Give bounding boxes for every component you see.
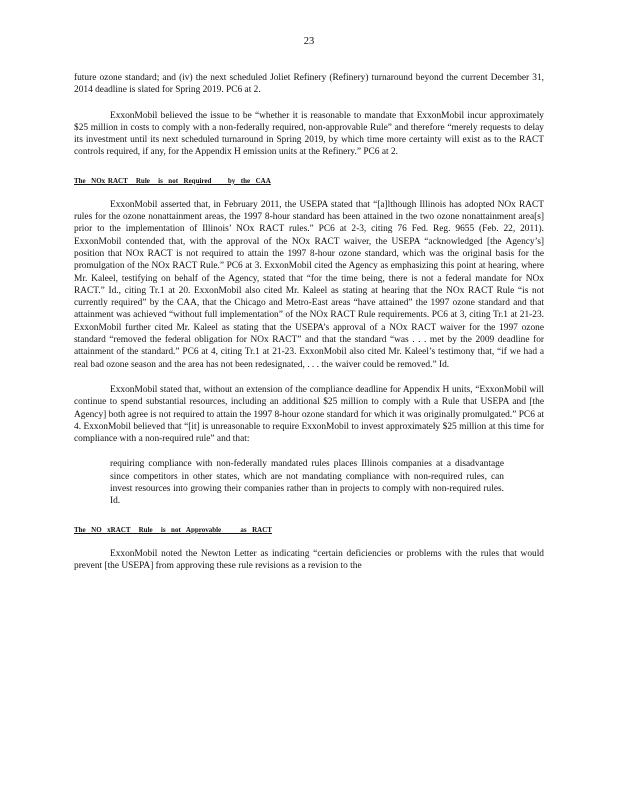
paragraph-asserted: ExxonMobil asserted that, in February 2011, the USEPA stated that “[a]lthough Illinois has adopted NOx RACT rules for the ozone nonattainment areas, the 1997 8-hour standard has been attained in the two ozone nonattainment area[s] prior to the implementation of Illinois’ NOx RACT rules.” PC6 at 2-3, citing 76 Fed. Reg. 9655 (Feb. 22, 2011). ExxonMobil contended that, with the approval of the NOx RACT waiver, the USEPA “acknowledged [the Agency’s] position that NOx RACT is not required to attain the 1997 8-hour ozone standard, which was the original basis for the promulgation of the NOx RACT Rule.” PC6 at 3. ExxonMobil cited the Agency as emphasizing this point at hearing, where Mr. Kaleel, testifying on behalf of the Agency, stated that “for the time being, there is not a federal mandate for NOx RACT.” Id., citing Tr.1 at 20. ExxonMobil also cited Mr. Kaleel as stating at hearing that the NOx RACT Rule “is not currently required” by the CAA, that the Chicago and Metro-East areas “have attained” the 1997 ozone standard and that attainment was achieved “without full implementation” of the NOx RACT Rule requirements. PC6 at 3, citing Tr.1 at 21-23. ExxonMobil further cited Mr. Kaleel as stating that the USEPA’s approval of a NOx RACT waiver for the 1997 ozone standard “removed the federal obligation for NOx RACT” and that the standard “was . . . met by the 2009 deadline for attainment of the standard.” PC6 at 4, citing Tr.1 at 21-23. ExxonMobil also cited Mr. Kaleel’s testimony that, “if we had a real bad ozone season and the area has not been redesignated, . . . the waiver could be removed.” Id.	[74, 199, 544, 370]
block-quote	[110, 458, 504, 507]
paragraph-noted: ExxonMobil noted the Newton Letter as indicating “certain deficiencies or problems with the rules that would prevent [the USEPA] from approving these rule revisions as a revision to the	[74, 548, 544, 571]
block-quote-text: requiring compliance with non-federally mandated rules places Illinois companies at a disadvantage since competitors in other states, which are not mandating compliance with non-required rules, can invest resources into growing their companies rather than in projects to comply with non-required rules. Id.	[110, 459, 504, 507]
paragraph-believes: ExxonMobil believed the issue to be “whether it is reasonable to mandate that ExxonMobil incur approximately $25 million in costs to comply with a non-federally required, non-approvable Rule” and therefore “merely requests to delay its investment until its next scheduled turnaround in Spring 2019, by which time more certainty will exist as to the RACT controls required, if any, for the Appendix H emission units at the Refinery.” PC6 at 2.	[74, 110, 544, 158]
section-heading-not-approvable: The NO xRACT Rule is not Approvable as RACT	[74, 525, 272, 534]
page-body	[74, 72, 544, 572]
paragraph-stated: ExxonMobil stated that, without an extension of the compliance deadline for Appendix H units, “ExxonMobil will continue to spend substantial resources, including an additional $25 million to comply with a Rule that USEPA and [the Agency] both agree is not required to attain the 1997 8-hour ozone standard for which it was originally promulgated.” PC6 at 4. ExxonMobil believed that “[it] is unreasonable to require ExxonMobil to invest approximately $25 million at this time for compliance with a non-required rule” and that:	[74, 384, 544, 445]
section-heading-not-required: The NOx RACT Rule is not Required by the CAA	[74, 176, 271, 185]
page-number: 23	[303, 36, 315, 47]
paragraph-intro: future ozone standard; and (iv) the next scheduled Joliet Refinery (Refinery) turnaround beyond the current December 31, 2014 deadline is slated for Spring 2019. PC6 at 2.	[74, 73, 544, 96]
